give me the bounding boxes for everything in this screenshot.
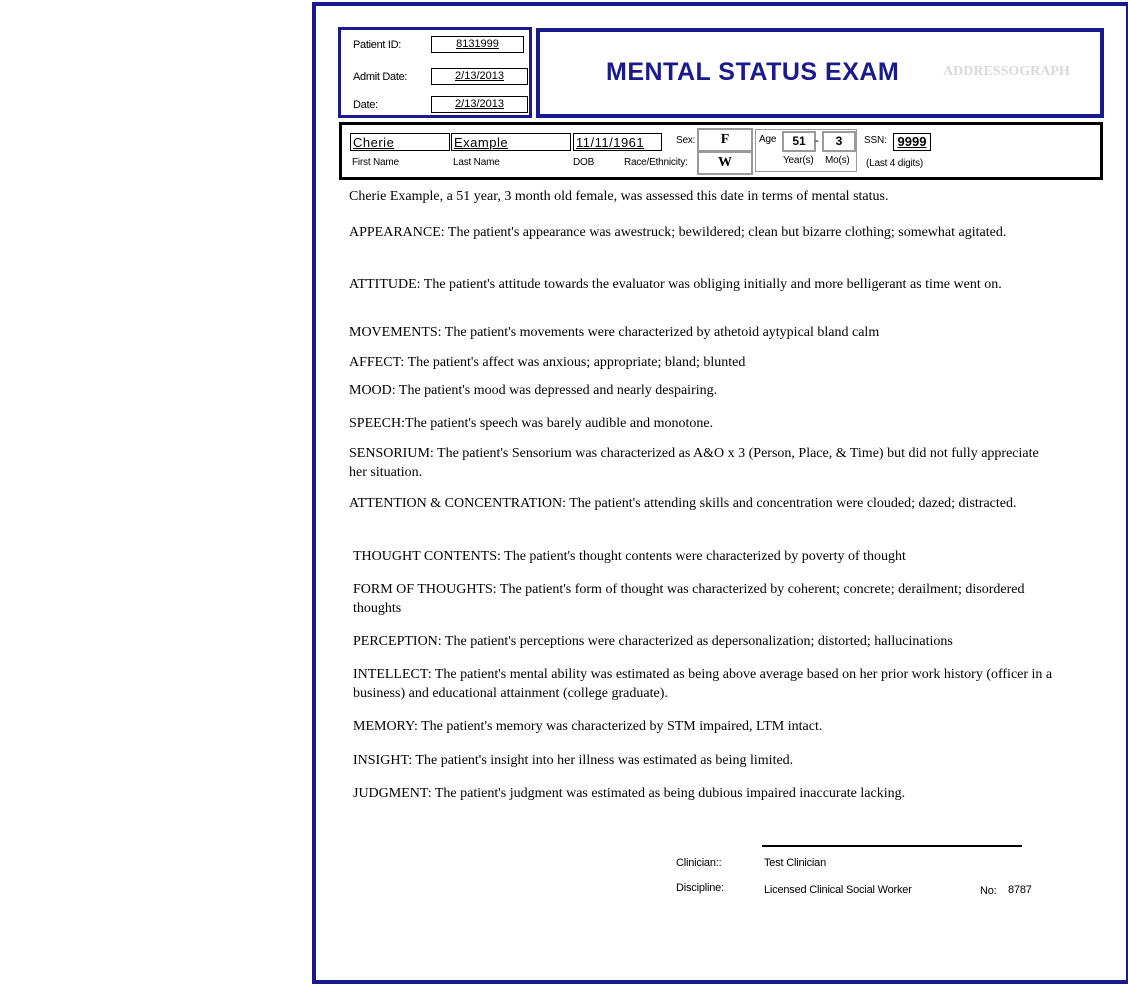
ssn-field: 9999	[893, 133, 931, 151]
date-field: 2/13/2013	[431, 96, 528, 113]
insight-paragraph: INSIGHT: The patient's insight into her illness was estimated as being limited.	[353, 753, 794, 768]
judgment-paragraph: JUDGMENT: The patient's judgment was estimated as being dubious impaired inaccurate lacking.	[353, 786, 906, 801]
sensorium-paragraph: SENSORIUM: The patient's Sensorium was characterized as A&O x 3 (Person, Place, & Time) but did not fully appreciate her situation.	[349, 446, 1039, 480]
patient-id-label: Patient ID:	[353, 39, 402, 51]
years-label: Year(s)	[783, 155, 814, 166]
mood-paragraph: MOOD: The patient's mood was depressed and nearly despairing.	[349, 383, 718, 398]
age-label: Age	[759, 134, 777, 145]
thought-contents-paragraph: THOUGHT CONTENTS: The patient's thought contents were characterized by poverty of thought	[353, 549, 906, 564]
ssn-note: (Last 4 digits)	[866, 158, 924, 169]
date-label: Date:	[353, 99, 378, 111]
page-title: MENTAL STATUS EXAM	[606, 58, 900, 86]
last-name-label: Last Name	[453, 157, 500, 168]
appearance-paragraph: APPEARANCE: The patient's appearance was awestruck; bewildered; clean but bizarre clothing; somewhat agitated.	[349, 225, 1007, 240]
dob-field: 11/11/1961	[573, 133, 662, 151]
patient-id-field: 8131999	[431, 36, 524, 53]
sex-field: F	[697, 128, 753, 152]
dob-label: DOB	[573, 157, 595, 168]
race-field: W	[697, 151, 753, 175]
sex-label: Sex:	[676, 135, 696, 146]
signature-line	[762, 845, 1022, 847]
clinician-name: Test Clinician	[764, 857, 827, 869]
perception-paragraph: PERCEPTION: The patient's perceptions were characterized as depersonalization; distorted; hallucinations	[353, 634, 953, 649]
ssn-label: SSN:	[864, 135, 887, 146]
intro-paragraph: Cherie Example, a 51 year, 3 month old female, was assessed this date in terms of mental status.	[349, 189, 889, 204]
addressograph-watermark: ADDRESSOGRAPH	[943, 64, 1070, 79]
affect-paragraph: AFFECT: The patient's affect was anxious; appropriate; bland; blunted	[349, 355, 746, 370]
discipline-label: Discipline:	[676, 882, 724, 894]
speech-paragraph: SPEECH:The patient's speech was barely audible and monotone.	[349, 416, 714, 431]
intellect-paragraph: INTELLECT: The patient's mental ability was estimated as being above average based on her prior work history (officer in a business) and educational attainment (college graduate).	[353, 667, 1053, 701]
first-name-label: First Name	[352, 157, 399, 168]
last-name-field: Example	[451, 133, 571, 151]
form-of-thoughts-paragraph: FORM OF THOUGHTS: The patient's form of thought was characterized by coherent; concrete; derailment; disordered thoughts	[353, 582, 1025, 616]
memory-paragraph: MEMORY: The patient's memory was characterized by STM impaired, LTM intact.	[353, 719, 823, 734]
age-months-field: 3	[822, 131, 856, 152]
number-label: No:	[980, 885, 997, 897]
discipline-value: Licensed Clinical Social Worker	[764, 884, 912, 896]
race-label: Race/Ethnicity:	[624, 157, 688, 168]
admit-date-label: Admit Date:	[353, 71, 408, 83]
attitude-paragraph: ATTITUDE: The patient's attitude towards the evaluator was obliging initially and more belligerant as time went on.	[349, 277, 1002, 292]
clinician-label: Clinician::	[676, 857, 722, 869]
age-years-field: 51	[782, 131, 816, 152]
months-label: Mo(s)	[825, 155, 850, 166]
movements-paragraph: MOVEMENTS: The patient's movements were characterized by athetoid aytypical bland calm	[349, 325, 880, 340]
attention-paragraph: ATTENTION & CONCENTRATION: The patient's attending skills and concentration were clouded; dazed; distracted.	[349, 496, 1017, 511]
number-value: 8787	[1008, 884, 1032, 896]
first-name-field: Cherie	[350, 133, 450, 151]
age-dash: -	[815, 133, 819, 147]
admit-date-field: 2/13/2013	[431, 68, 528, 85]
